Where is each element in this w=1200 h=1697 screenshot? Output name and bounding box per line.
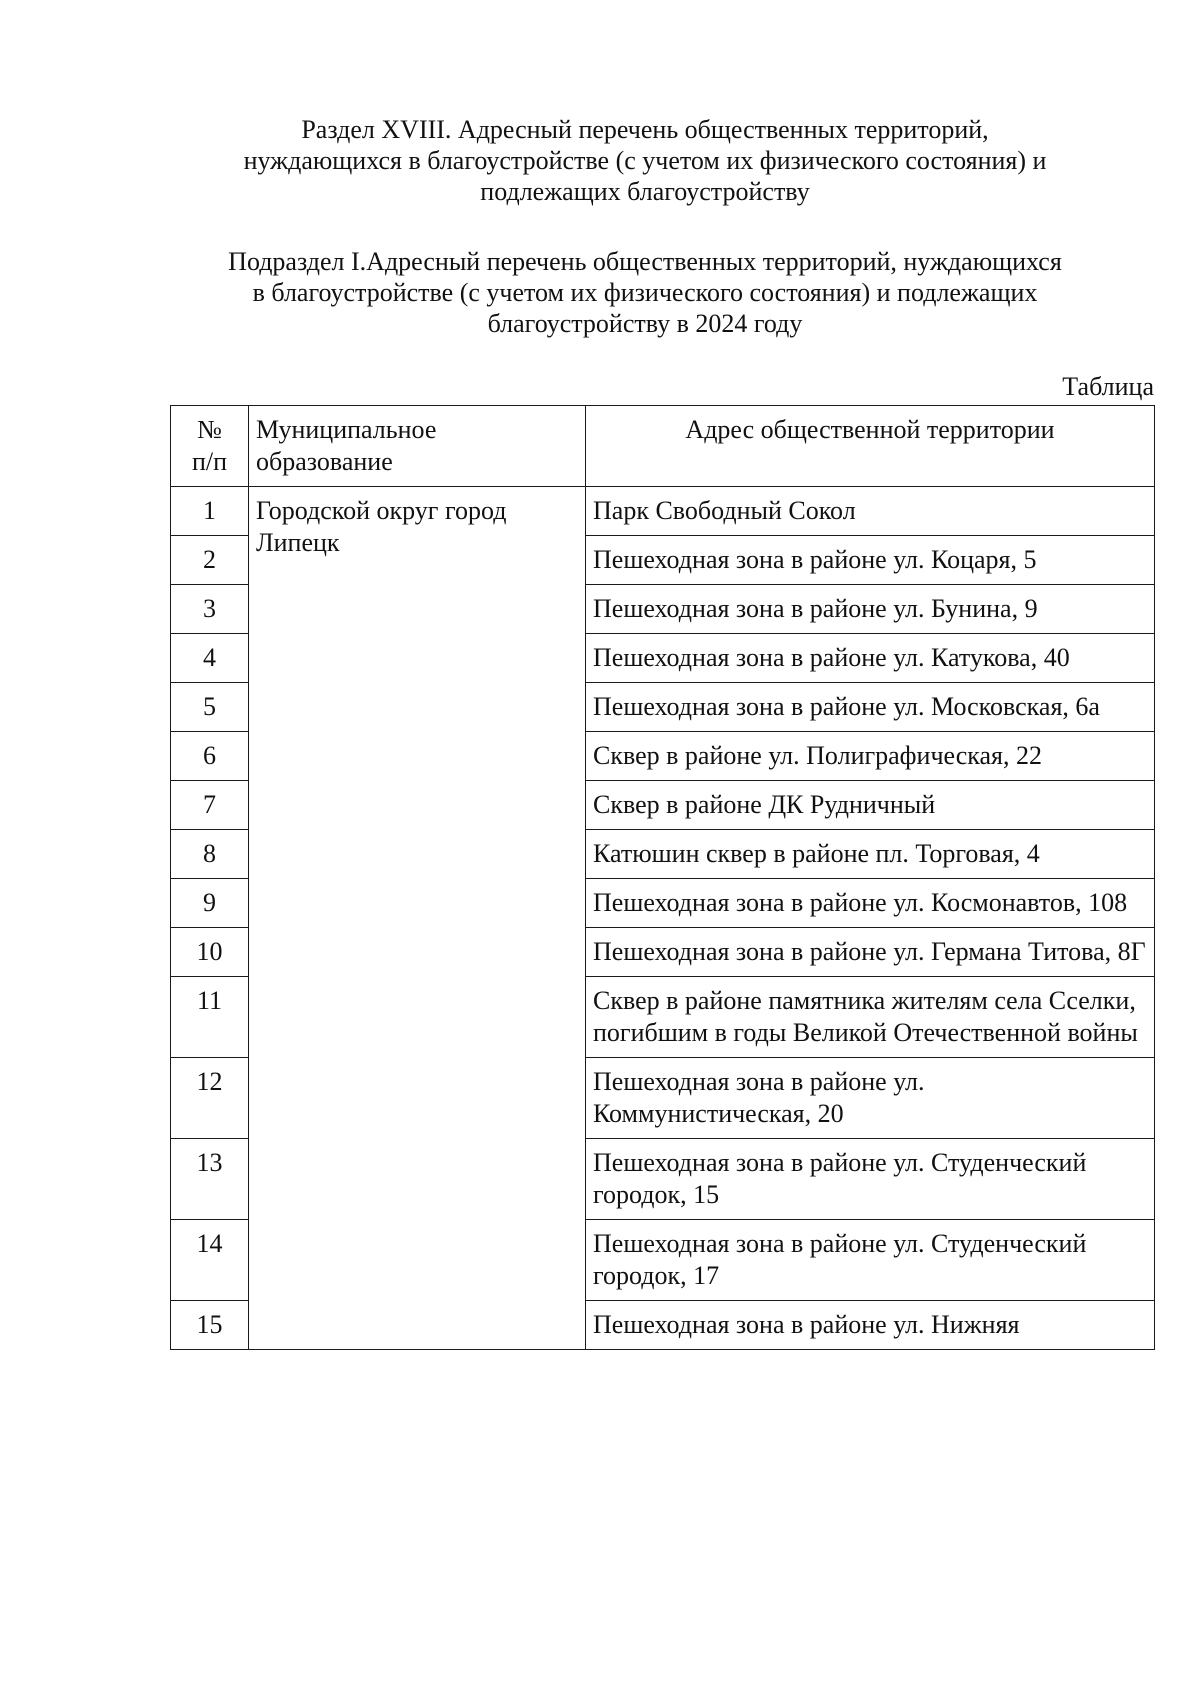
section-title <box>150 114 1140 207</box>
table-row <box>171 487 1155 536</box>
territory-table <box>170 405 1155 1350</box>
row-number: 7 <box>171 781 249 830</box>
municipality-cell: Городской округ город Липецк <box>249 487 586 1350</box>
row-address: Пешеходная зона в районе ул. Катукова, 40 <box>586 634 1155 683</box>
row-address: Сквер в районе ДК Рудничный <box>586 781 1155 830</box>
row-address: Пешеходная зона в районе ул. Германа Титова, 8Г <box>586 928 1155 977</box>
table-body <box>171 487 1155 1350</box>
row-number: 12 <box>171 1058 249 1139</box>
row-number: 9 <box>171 879 249 928</box>
row-address: Пешеходная зона в районе ул. Московская, 6а <box>586 683 1155 732</box>
section-title-line: Раздел XVIII. Адресный перечень общественных территорий, <box>301 115 989 144</box>
row-address: Катюшин сквер в районе пл. Торговая, 4 <box>586 830 1155 879</box>
row-number: 2 <box>171 536 249 585</box>
subsection-title-line: в благоустройстве (с учетом их физического состояния) и подлежащих <box>252 278 1038 307</box>
row-number: 5 <box>171 683 249 732</box>
row-number: 4 <box>171 634 249 683</box>
row-address: Пешеходная зона в районе ул. Коммунистическая, 20 <box>586 1058 1155 1139</box>
table-header-row <box>171 406 1155 487</box>
row-address: Пешеходная зона в районе ул. Коцаря, 5 <box>586 536 1155 585</box>
table-caption: Таблица <box>1062 372 1154 401</box>
row-number: 13 <box>171 1139 249 1220</box>
row-address: Сквер в районе ул. Полиграфическая, 22 <box>586 732 1155 781</box>
section-title-line: подлежащих благоустройству <box>480 177 810 206</box>
row-address: Пешеходная зона в районе ул. Студенческий городок, 17 <box>586 1220 1155 1301</box>
row-number: 1 <box>171 487 249 536</box>
row-address: Парк Свободный Сокол <box>586 487 1155 536</box>
header-address: Адрес общественной территории <box>586 406 1155 487</box>
row-address: Пешеходная зона в районе ул. Бунина, 9 <box>586 585 1155 634</box>
header-municipality: Муниципальное образование <box>249 406 586 487</box>
row-number: 11 <box>171 977 249 1058</box>
row-address: Пешеходная зона в районе ул. Нижняя <box>586 1301 1155 1350</box>
subsection-title-line: Подраздел I.Адресный перечень общественных территорий, нуждающихся <box>228 247 1062 276</box>
row-address: Пешеходная зона в районе ул. Студенческий городок, 15 <box>586 1139 1155 1220</box>
row-number: 6 <box>171 732 249 781</box>
row-number: 10 <box>171 928 249 977</box>
row-address: Пешеходная зона в районе ул. Космонавтов, 108 <box>586 879 1155 928</box>
subsection-title <box>150 246 1140 339</box>
row-address: Сквер в районе памятника жителям села Сселки, погибшим в годы Великой Отечественной войны <box>586 977 1155 1058</box>
row-number: 14 <box>171 1220 249 1301</box>
row-number: 8 <box>171 830 249 879</box>
row-number: 15 <box>171 1301 249 1350</box>
subsection-title-line: благоустройству в 2024 году <box>487 309 803 338</box>
header-number <box>171 406 249 487</box>
header-number-abbr: п/п <box>191 447 228 476</box>
section-title-line: нуждающихся в благоустройстве (с учетом их физического состояния) и <box>243 146 1047 175</box>
row-number: 3 <box>171 585 249 634</box>
header-number-symbol: № <box>197 415 222 444</box>
